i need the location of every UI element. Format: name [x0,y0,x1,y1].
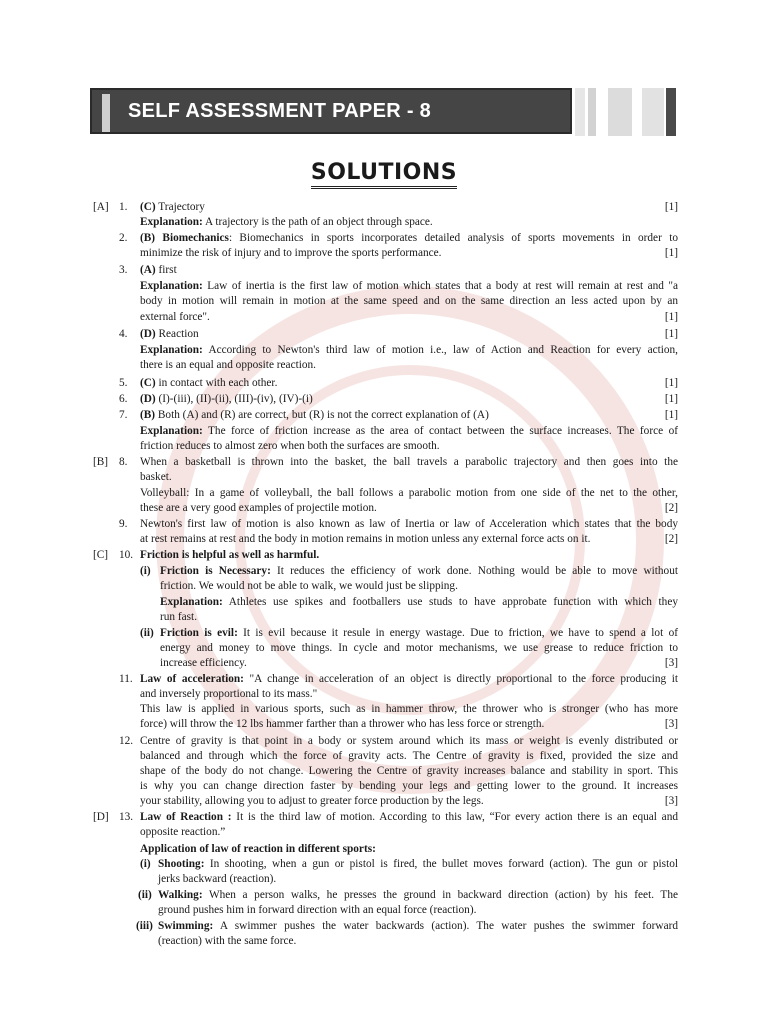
answer-line: (D) Reaction [140,328,199,340]
marks: [1] [664,328,678,340]
question-number: 13. [119,811,134,823]
explanation: there is an equal and opposite reaction. [140,359,316,371]
answer-line: Law of Reaction : It is the third law of motion. According to this law, “For every action there is an equal and [140,811,678,823]
marks: [2] [664,533,678,545]
question-number: 6. [119,393,128,405]
marks: [3] [664,718,678,730]
answer-line: This law is applied in various sports, such as in hammer throw, the thrower who is stronger (who has more [140,703,678,715]
answer-line: and inversely proportional to its mass." [140,688,318,700]
marks: [3] [664,795,678,807]
subpoint-label: (iii) [136,920,153,932]
banner-box [90,88,572,134]
answer-line: minimize the risk of injury and to improve the sports performance. [140,247,442,259]
banner-stripe [642,88,664,136]
subpoint-text: Walking: When a person walks, he presses the ground in backward direction (action) by his feet. The [158,889,678,901]
paper-title: SELF ASSESSMENT PAPER - 8 [128,100,432,122]
marks: [1] [664,409,678,421]
subpoint-text: Friction is evil: It is evil because it resule in energy wastage. Due to friction, we have to spend a lot of [160,627,678,639]
answer-line: When a basketball is thrown into the basket, the ball travels a parabolic trajectory and then goes into the [140,456,678,468]
subpoint-label: (i) [140,858,151,870]
question-number: 9. [119,518,128,530]
question-number: 3. [119,264,128,276]
question-number: 1. [119,201,128,213]
answer-line: shape of the body do not change. Lowering the Centre of gravity increases balance and stability in sport. This [140,765,678,777]
banner-accent-bar [102,94,110,132]
explanation: external force". [140,311,210,323]
section-label: [D] [93,811,109,823]
marks: [1] [664,311,678,323]
explanation: Explanation: Law of inertia is the first law of motion which states that a body at rest will remain at rest and "a [140,280,678,292]
subpoint-text: jerks backward (reaction). [158,873,277,885]
marks: [1] [664,201,678,213]
explanation: Explanation: The force of friction increase as the area of contact between the surface increases. The force of [140,425,678,437]
question-number: 12. [119,735,134,747]
answer-line: your stability, allowing you to adjust to greater force production by the legs. [140,795,484,807]
explanation: body in motion will remain in motion at the same speed and on the same direction an less acted upon by an [140,295,678,307]
answer-line: (D) (I)-(iii), (II)-(ii), (III)-(iv), (IV)-(i) [140,393,313,405]
answer-title: Friction is helpful as well as harmful. [140,549,320,561]
marks: [1] [664,377,678,389]
marks: [3] [664,657,678,669]
answer-line: Centre of gravity is that point in a body or system around which its mass or weight is evenly distributed or [140,735,678,747]
banner-stripe [588,88,596,136]
question-number: 2. [119,232,128,244]
subpoint-text: ground pushes him in forward direction with an equal force (reaction). [158,904,477,916]
answer-line: (B) Both (A) and (R) are correct, but (R) is not the correct explanation of (A) [140,409,489,421]
answer-line: Law of acceleration: "A change in acceleration of an object is directly proportional to the force producing it [140,673,678,685]
question-number: 11. [119,673,133,685]
subpoint-text: Friction is Necessary: It reduces the efficiency of work done. Nothing would be able to move without [160,565,678,577]
subpoint-label: (i) [140,565,151,577]
marks: [1] [664,247,678,259]
subpoint-label: (ii) [140,627,154,639]
answer-line: (C) in contact with each other. [140,377,278,389]
explanation: Explanation: According to Newton's third law of motion i.e., law of Action and Reaction for every action, [140,344,678,356]
question-number: 8. [119,456,128,468]
banner-stripe [608,88,632,136]
explanation: Explanation: A trajectory is the path of an object through space. [140,216,433,228]
question-number: 7. [119,409,128,421]
answer-line: basket. [140,471,172,483]
subpoint-label: (ii) [138,889,152,901]
subpoint-text: Shooting: In shooting, when a gun or pistol is fired, the bullet moves forward (action). The gun or pistol [158,858,678,870]
question-number: 10. [119,549,134,561]
paper-title-banner [90,88,678,136]
marks: [1] [664,393,678,405]
answer-line: opposite reaction.” [140,826,226,838]
answer-line: at rest remains at rest and the body in motion remains in motion unless any external force acts on it. [140,533,591,545]
subpoint-text: Swimming: A swimmer pushes the water backwards (action). The water pushes the swimmer forward [158,920,678,932]
explanation: friction reduces to almost zero when both the surfaces are smooth. [140,440,440,452]
explanation: Explanation: Athletes use spikes and footballers use studs to have approbate function with which they [160,596,678,608]
subheading: Application of law of reaction in different sports: [140,843,376,855]
section-label: [B] [93,456,109,468]
section-label: [A] [93,201,109,213]
subpoint-text: energy and money to move things. In cycle and motor mechanisms, we use grease to reduce friction to [160,642,678,654]
banner-stripe [575,88,585,136]
answer-line: (C) Trajectory [140,201,205,213]
question-number: 5. [119,377,128,389]
answer-line: force) will throw the 12 lbs hammer farther than a thrower who has less force or strength. [140,718,545,730]
answer-line: is why you can change direction faster by bending your legs and getting lower to the ground. It increases [140,780,678,792]
subpoint-text: increase efficiency. [160,657,247,669]
answer-line: Newton's first law of motion is also known as law of Inertia or law of Acceleration which states that the body [140,518,678,530]
answer-line: these are a very good examples of projectile motion. [140,502,377,514]
answer-line: Volleyball: In a game of volleyball, the ball follows a parabolic motion from one side of the net to the other, [140,487,678,499]
explanation: run fast. [160,611,198,623]
subpoint-text: friction. We would not be able to walk, we would just be slipping. [160,580,458,592]
answer-line: (B) Biomechanics: Biomechanics in sports incorporates detailed analysis of sports movements in order to [140,232,678,244]
solutions-heading: SOLUTIONS [0,160,768,185]
section-label: [C] [93,549,109,561]
answer-line: balanced and through which the force of gravity acts. The Centre of gravity is fixed, provided the size and [140,750,678,762]
question-number: 4. [119,328,128,340]
banner-stripe [666,88,676,136]
answer-line: (A) first [140,264,177,276]
subpoint-text: (reaction) with the same force. [158,935,297,947]
marks: [2] [664,502,678,514]
